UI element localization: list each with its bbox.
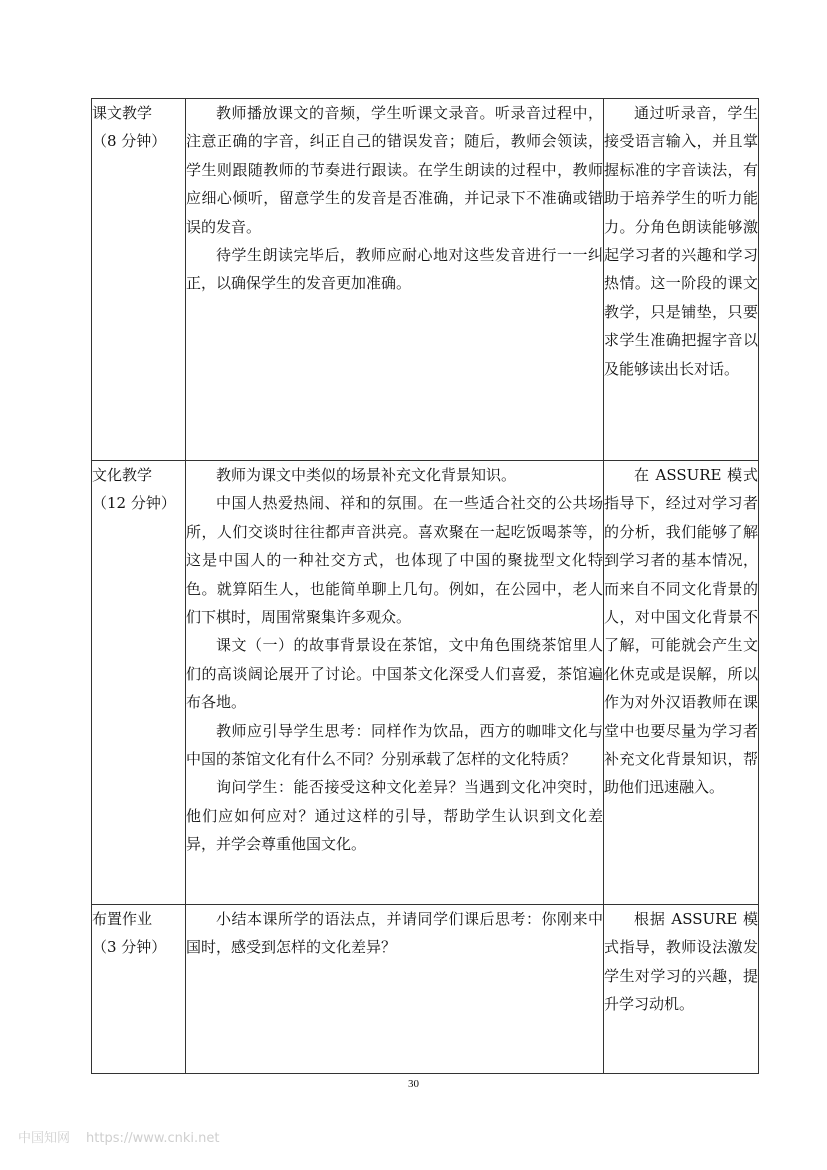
stage-cell	[92, 905, 186, 1074]
watermark-url: https://www.cnki.net	[86, 1131, 220, 1146]
lesson-plan-table	[91, 98, 759, 1074]
design-note: 在 ASSURE 模式指导下，经过对学习者的分析，我们能够了解到学习者的基本情况，而来自不同文化背景的人，对中国文化背景不了解，可能就会产生文化休克或是误解，所以作为对外汉语教师在课堂中也要尽量为学习者补充文化背景知识，帮助他们迅速融入。	[604, 466, 758, 797]
table-row	[92, 99, 759, 461]
content-cell	[186, 461, 604, 905]
content-cell	[186, 905, 604, 1074]
content-paragraph: 课文（一）的故事背景设在茶馆，文中角色围绕茶馆里人们的高谈阔论展开了讨论。中国茶文化深受人们喜爱，茶馆遍布各地。	[186, 636, 603, 712]
stage-name: 布置作业	[92, 910, 153, 928]
stage-cell	[92, 99, 186, 461]
table-row	[92, 461, 759, 905]
page-number: 30	[408, 1078, 419, 1090]
design-note: 通过听录音，学生接受语言输入，并且掌握标准的字音读法，有助于培养学生的听力能力。分角色朗读能够激起学习者的兴趣和学习热情。这一阶段的课文教学，只是铺垫，只要求学生准确把握字音以及能够读出长对话。	[604, 104, 758, 378]
design-note: 根据 ASSURE 模式指导，教师设法激发学生对学习的兴趣，提升学习动机。	[604, 910, 758, 1014]
content-paragraph: 教师应引导学生思考：同样作为饮品，西方的咖啡文化与中国的茶馆文化有什么不同？分别承载了怎样的文化特质？	[186, 721, 603, 769]
stage-duration: （8 分钟）	[92, 132, 167, 150]
watermark	[18, 1127, 219, 1146]
content-paragraph: 教师为课文中类似的场景补充文化背景知识。	[216, 466, 517, 484]
design-note-cell	[604, 99, 759, 461]
design-note-cell	[604, 461, 759, 905]
stage-cell	[92, 461, 186, 905]
content-paragraph: 教师播放课文的音频，学生听课文录音。听录音过程中，注意正确的字音，纠正自己的错误发音；随后，教师会领读，学生则跟随教师的节奏进行跟读。在学生朗读的过程中，教师应细心倾听，留意学生的发音是否准确，并记录下不准确或错误的发音。	[186, 104, 603, 236]
watermark-site: 中国知网	[18, 1131, 71, 1146]
stage-name: 课文教学	[92, 104, 153, 122]
stage-name: 文化教学	[92, 466, 153, 484]
table-row	[92, 905, 759, 1074]
stage-duration: （12 分钟）	[92, 494, 176, 512]
stage-duration: （3 分钟）	[92, 938, 167, 956]
design-note-cell	[604, 905, 759, 1074]
content-paragraph: 小结本课所学的语法点，并请同学们课后思考：你刚来中国时，感受到怎样的文化差异？	[186, 910, 603, 957]
content-paragraph: 中国人热爱热闹、祥和的氛围。在一些适合社交的公共场所，人们交谈时往往都声音洪亮。喜欢聚在一起吃饭喝茶等，这是中国人的一种社交方式，也体现了中国的聚拢型文化特色。就算陌生人，也能简单聊上几句。例如，在公园中，老人们下棋时，周围常聚集许多观众。	[186, 494, 603, 627]
content-paragraph: 待学生朗读完毕后，教师应耐心地对这些发音进行一一纠正，以确保学生的发音更加准确。	[186, 246, 603, 293]
content-cell	[186, 99, 604, 461]
content-paragraph: 询问学生：能否接受这种文化差异？当遇到文化冲突时，他们应如何应对？通过这样的引导，帮助学生认识到文化差异，并学会尊重他国文化。	[186, 778, 603, 854]
